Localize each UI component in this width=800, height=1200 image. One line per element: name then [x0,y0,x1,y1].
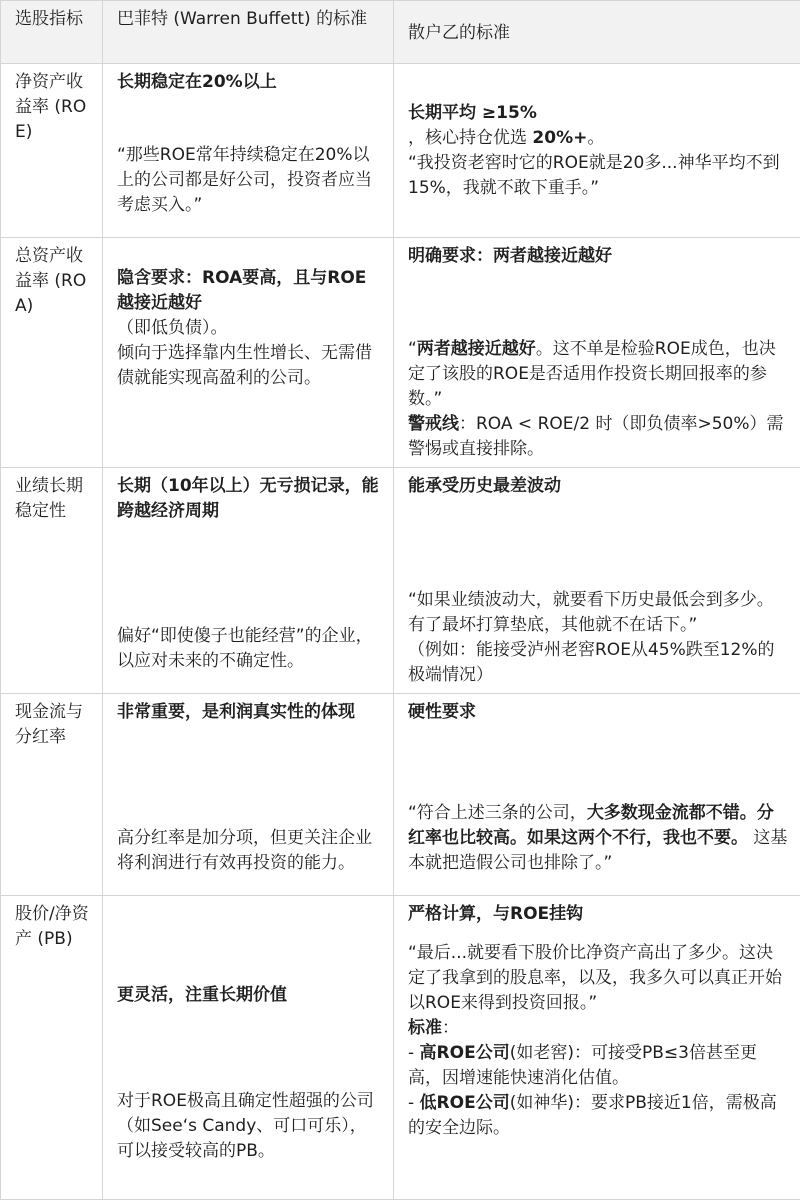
buffett-cell [103,896,394,1200]
header-buffett: 巴菲特 (Warren Buffett) 的标准 [103,1,394,64]
retail-cell [394,238,800,468]
table-row-pb [1,896,800,1200]
buffett-cell [103,238,394,468]
retail-quote: “最后...就要看下股价比净资产高出了多少。这决定了我拿到的股息率，以及，我多久可以真正开始以ROE来得到投资回报。” [408,941,788,1016]
retail-heading: 严格计算，与ROE挂钩 [408,902,788,927]
buffett-heading: 非常重要，是利润真实性的体现 [117,700,381,725]
retail-standard-item-high: - 高ROE公司(如老窖)：可接受PB≤3倍甚至更高，因增速能快速消化估值。 [408,1041,788,1091]
buffett-cell [103,468,394,694]
retail-quote: “我投资老窖时它的ROE就是20多...神华平均不到15%，我就不敢下重手。” [408,151,788,201]
buffett-heading: 更灵活，注重长期价值 [117,983,381,1008]
retail-standard-item-low: - 低ROE公司(如神华)：要求PB接近1倍，需极高的安全边际。 [408,1091,788,1141]
retail-heading: 能承受历史最差波动 [408,474,788,499]
retail-cell [394,468,800,694]
buffett-note: （即低负债）。 [117,316,381,341]
metric-cell: 总资产收益率 (ROA) [1,238,103,468]
buffett-cell [103,64,394,238]
retail-standard-label: 标准： [408,1016,788,1041]
retail-heading: 明确要求：两者越接近越好 [408,244,788,269]
metric-cell: 净资产收益率 (ROE) [1,64,103,238]
metric-cell: 业绩长期稳定性 [1,468,103,694]
retail-warning: 警戒线：ROA < ROE/2 时（即负债率>50%）需警惕或直接排除。 [408,412,788,462]
metric-cell: 股价/净资产 (PB) [1,896,103,1200]
buffett-body: 高分红率是加分项，但更关注企业将利润进行有效再投资的能力。 [117,826,381,876]
buffett-body: 偏好“即使傻子也能经营”的企业，以应对未来的不确定性。 [117,624,381,674]
header-retail: 散户乙的标准 [394,1,800,64]
retail-quote: “如果业绩波动大，就要看下历史最低会到多少。有了最坏打算垫底，其他就不在话下。” [408,588,788,638]
buffett-quote: “那些ROE常年持续稳定在20%以上的公司都是好公司，投资者应当考虑买入。” [117,143,381,218]
retail-core-line: ，核心持仓优选 20%+。 [408,126,788,151]
metric-cell: 现金流与分红率 [1,694,103,896]
buffett-cell [103,694,394,896]
buffett-heading: 长期稳定在20%以上 [117,70,381,95]
header-metric: 选股指标 [1,1,103,64]
retail-quote: “符合上述三条的公司，大多数现金流都不错。分红率也比较高。如果这两个不行，我也不要。 这基本就把造假公司也排除了。” [408,801,788,876]
table-row-roe [1,64,800,238]
retail-cell [394,64,800,238]
buffett-heading: 隐含要求：ROA要高，且与ROE越接近越好 [117,266,381,316]
retail-heading: 长期平均 ≥15% [408,101,788,126]
retail-cell [394,694,800,896]
buffett-body: 倾向于选择靠内生性增长、无需借债就能实现高盈利的公司。 [117,341,381,391]
retail-heading: 硬性要求 [408,700,788,725]
table-row-roa [1,238,800,468]
table-row-cashflow [1,694,800,896]
retail-example: （例如：能接受泸州老窖ROE从45%跌至12%的极端情况） [408,638,788,688]
buffett-body: 对于ROE极高且确定性超强的公司（如See‘s Candy、可口可乐），可以接受较高的PB。 [117,1089,381,1164]
table-row-stability [1,468,800,694]
header-row [1,1,800,64]
buffett-heading: 长期（10年以上）无亏损记录，能跨越经济周期 [117,474,381,524]
retail-cell [394,896,800,1200]
retail-quote: “两者越接近越好。这不单是检验ROE成色，也决定了该股的ROE是否适用作投资长期回报率的参数。” [408,337,788,412]
